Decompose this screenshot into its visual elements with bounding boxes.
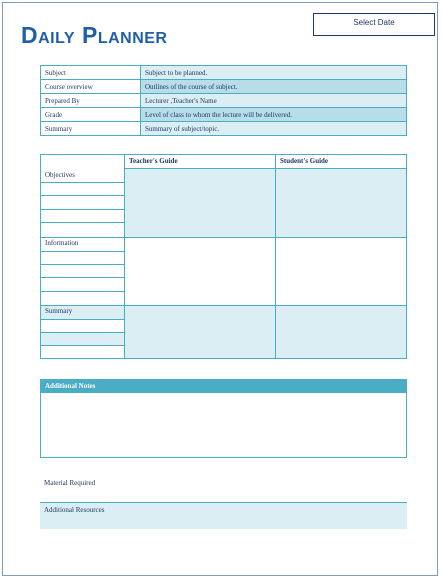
material-required-label: Material Required: [44, 479, 96, 487]
info-label: Subject: [41, 66, 141, 80]
student-information-cell[interactable]: [275, 237, 406, 305]
additional-notes-area[interactable]: [41, 393, 406, 457]
select-date-field[interactable]: Select Date: [313, 13, 435, 36]
info-label: Grade: [41, 108, 141, 122]
summary-row-fill: [41, 332, 124, 345]
info-value-field[interactable]: Summary of subject/topic.: [141, 122, 407, 136]
additional-notes-box: [40, 379, 407, 458]
row-divider: [41, 264, 124, 265]
info-row-prepared-by: [41, 94, 407, 108]
info-value-field[interactable]: Level of class to whom the lecture will be delivered.: [141, 108, 407, 122]
row-divider: [41, 345, 124, 346]
row-divider: [41, 182, 124, 183]
row-divider: [41, 195, 124, 196]
info-row-course-overview: [41, 80, 407, 94]
info-row-grade: [41, 108, 407, 122]
row-divider: [41, 332, 124, 333]
guide-grid: [40, 154, 407, 359]
row-divider: [41, 291, 124, 292]
info-row-summary: [41, 122, 407, 136]
teacher-objectives-cell[interactable]: [124, 168, 275, 238]
student-guide-header: Student's Guide: [275, 155, 406, 168]
planner-page: [2, 2, 438, 576]
teacher-summary-cell[interactable]: [124, 305, 275, 358]
row-divider: [41, 319, 124, 320]
section-label-summary: Summary: [45, 307, 73, 315]
row-divider: [41, 222, 124, 223]
info-value-field[interactable]: Outlines of the course of subject.: [141, 80, 407, 94]
info-table: [40, 65, 407, 136]
section-label-information: Information: [45, 239, 79, 247]
row-divider: [41, 251, 124, 252]
student-objectives-cell[interactable]: [275, 168, 406, 238]
info-label: Course overview: [41, 80, 141, 94]
info-value-field[interactable]: Subject to be planned.: [141, 66, 407, 80]
additional-resources-label: Additional Resources: [44, 506, 105, 514]
row-divider: [41, 209, 124, 210]
section-label-objectives: Objectives: [45, 171, 75, 179]
row-divider: [41, 277, 124, 278]
info-label: Summary: [41, 122, 141, 136]
info-row-subject: [41, 66, 407, 80]
info-value-field[interactable]: Lecturer ,Teacher's Name: [141, 94, 407, 108]
page-title: Daily Planner: [21, 22, 168, 48]
additional-notes-title: Additional Notes: [41, 380, 406, 393]
additional-resources-field[interactable]: [40, 502, 407, 529]
student-summary-cell[interactable]: [275, 305, 406, 358]
info-label: Prepared By: [41, 94, 141, 108]
teacher-information-cell[interactable]: [124, 237, 275, 305]
teacher-guide-header: Teacher's Guide: [124, 155, 275, 168]
